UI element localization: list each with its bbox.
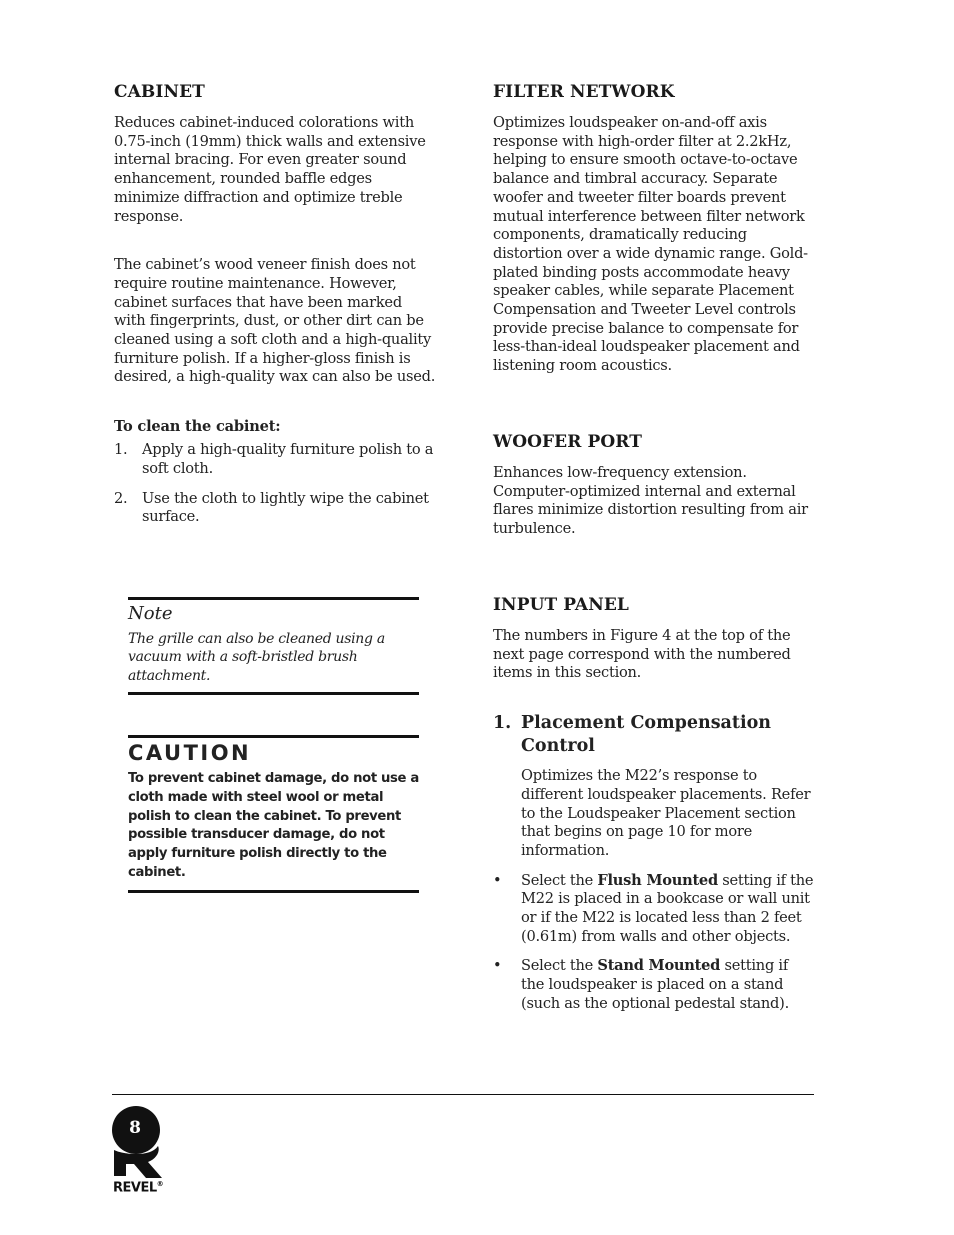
stand-mounted-label: Stand Mounted xyxy=(597,957,721,975)
woofer-port-section xyxy=(493,432,815,539)
clean-cabinet-heading: To clean the cabinet: xyxy=(114,418,281,436)
cleaning-step xyxy=(114,441,436,478)
filter-network-section xyxy=(493,82,815,376)
placement-compensation-text: Optimizes the M22’s response to different loudspeaker placements. Refer to the Loudspeaker Placement section that begins on page 10 for more information. xyxy=(521,767,811,859)
footer-rule xyxy=(112,1094,814,1095)
list-item xyxy=(493,872,815,947)
brand-label: REVEL xyxy=(113,1180,157,1196)
caution-box xyxy=(128,735,419,893)
step-number: 1. xyxy=(114,441,128,459)
step-number: 2. xyxy=(114,489,128,507)
list-item xyxy=(493,957,815,1013)
bullet: • xyxy=(493,871,502,889)
step-text: Apply a high-quality furniture polish to a soft cloth. xyxy=(142,441,434,477)
woofer-port-heading: WOOFER PORT xyxy=(493,432,642,452)
filter-network-heading: FILTER NETWORK xyxy=(493,82,675,102)
flush-mounted-label: Flush Mounted xyxy=(597,871,718,889)
step-text: Use the cloth to lightly wipe the cabinet surface. xyxy=(142,489,429,526)
item-title: Placement Compensation Control xyxy=(521,713,772,757)
caution-text: To prevent cabinet damage, do not use a cloth made with steel wool or metal polish to clean the cabinet. To prevent possible transducer damage, do not apply furniture polish directly to the cabinet. xyxy=(128,771,419,880)
woofer-port-text: Enhances low-frequency extension. Computer-optimized internal and external flares minimize distortion resulting from air turbulence. xyxy=(493,464,808,538)
caution-title: CAUTION xyxy=(128,741,252,765)
cabinet-paragraph-2: The cabinet’s wood veneer finish does not require routine maintenance. However, cabinet surfaces that have been marked with fingerprints, dust, or other dirt can be cleaned using a soft cloth and a high-quality furniture polish. If a higher-gloss finish is desired, a high-quality wax can also be used. xyxy=(114,256,436,386)
filter-network-text: Optimizes loudspeaker on-and-off axis response with high-order filter at 2.2kHz, helping to ensure smooth octave-to-octave balance and timbral accuracy. Separate woofer and tweeter filter boards prevent mutual interference between filter network components, dramatically reducing distortion over a wide dynamic range. Gold-plated binding posts accommodate heavy speaker cables, while separate Placement Compensation and Tweeter Level controls provide precise balance to compensate for less-than-ideal loudspeaker placement and listening room acoustics. xyxy=(493,114,808,375)
registered-mark: ® xyxy=(156,1180,164,1188)
item-number: 1. xyxy=(493,713,512,734)
bullet-text-pre: Select the xyxy=(521,871,598,889)
cabinet-paragraph-1: Reduces cabinet-induced colorations with 0.75-inch (19mm) thick walls and extensive internal bracing. For even greater sound enhancement, rounded baffle edges minimize diffraction and optimize treble response. xyxy=(114,114,426,225)
input-panel-heading: INPUT PANEL xyxy=(493,595,629,615)
note-title: Note xyxy=(128,603,173,624)
bullet: • xyxy=(493,957,502,975)
cabinet-heading: CABINET xyxy=(114,82,205,102)
brand-name xyxy=(113,1180,163,1195)
input-panel-section xyxy=(493,595,815,1014)
cleaning-step xyxy=(114,490,436,527)
cleaning-steps-list xyxy=(114,441,436,527)
bullet-text-post: setting if the M22 is placed in a bookcase or wall unit or if the M22 is located less than 2 feet (0.61m) from walls and other objects. xyxy=(521,871,814,945)
note-text: The grille can also be cleaned using a vacuum with a soft-bristled brush attachment. xyxy=(128,631,385,684)
page-number: 8 xyxy=(129,1118,141,1138)
placement-options-list xyxy=(493,872,815,1014)
cabinet-section xyxy=(114,82,436,527)
placement-compensation-heading xyxy=(493,712,815,758)
input-panel-text: The numbers in Figure 4 at the top of the next page correspond with the numbered items in this section. xyxy=(493,627,791,682)
note-box xyxy=(128,597,419,695)
bullet-text-post: setting if the loudspeaker is placed on a stand (such as the optional pedestal stand). xyxy=(521,957,789,1012)
bullet-text-pre: Select the xyxy=(521,957,598,975)
